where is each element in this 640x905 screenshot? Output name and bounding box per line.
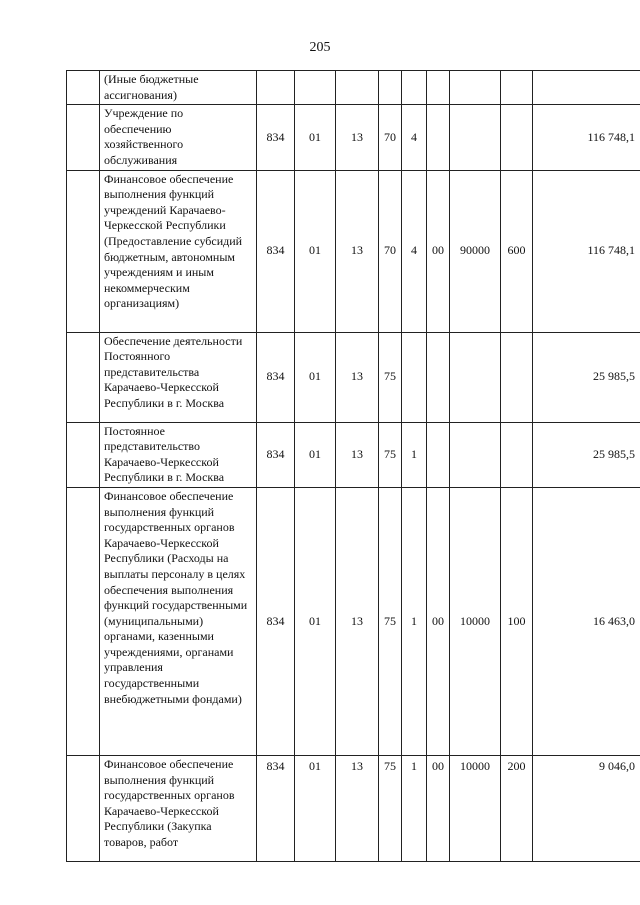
- amount: 116 748,1: [533, 105, 640, 170]
- blank-cell: [67, 332, 100, 422]
- table-row: [67, 422, 640, 487]
- target-article-part2: 1: [402, 422, 427, 487]
- section-code: 01: [295, 422, 336, 487]
- target-article-part2: 1: [402, 755, 427, 861]
- target-article-part2: [402, 71, 427, 105]
- expense-type-code: 200: [501, 755, 533, 861]
- target-article-part4: [450, 332, 501, 422]
- target-article-part1: 75: [379, 422, 402, 487]
- subsection-code: 13: [336, 332, 379, 422]
- row-name: Постоянное представительство Карачаево-Черкесской Республики в г. Москва: [100, 422, 257, 487]
- table-row: [67, 105, 640, 170]
- expense-type-code: [501, 422, 533, 487]
- subsection-code: 13: [336, 487, 379, 755]
- target-article-part4: [450, 71, 501, 105]
- table-row: [67, 487, 640, 755]
- subsection-code: 13: [336, 755, 379, 861]
- target-article-part4: [450, 105, 501, 170]
- expense-type-code: [501, 105, 533, 170]
- section-code: 01: [295, 170, 336, 332]
- expense-type-code: 100: [501, 487, 533, 755]
- grbs-code: 834: [257, 755, 295, 861]
- subsection-code: 13: [336, 170, 379, 332]
- blank-cell: [67, 422, 100, 487]
- row-name: Финансовое обеспечение выполнения функций государственных органов Карачаево-Черкесской Республики (Закупка товаров, работ: [100, 755, 257, 861]
- target-article-part3: [427, 422, 450, 487]
- subsection-code: 13: [336, 422, 379, 487]
- grbs-code: 834: [257, 105, 295, 170]
- amount: 25 985,5: [533, 332, 640, 422]
- expense-type-code: [501, 332, 533, 422]
- grbs-code: 834: [257, 332, 295, 422]
- target-article-part2: 1: [402, 487, 427, 755]
- blank-cell: [67, 755, 100, 861]
- grbs-code: 834: [257, 422, 295, 487]
- target-article-part1: 75: [379, 755, 402, 861]
- target-article-part3: 00: [427, 487, 450, 755]
- subsection-code: 13: [336, 105, 379, 170]
- blank-cell: [67, 487, 100, 755]
- target-article-part1: 75: [379, 332, 402, 422]
- grbs-code: 834: [257, 170, 295, 332]
- section-code: 01: [295, 487, 336, 755]
- table-row: [67, 755, 640, 861]
- subsection-code: [336, 71, 379, 105]
- row-name: Финансовое обеспечение выполнения функций учреждений Карачаево-Черкесской Республики (Предоставление субсидий бюджетным, автономным учреждениям и иным некоммерческим организациям): [100, 170, 257, 332]
- blank-cell: [67, 105, 100, 170]
- target-article-part2: 4: [402, 170, 427, 332]
- row-name: Учреждение по обеспечению хозяйственного обслуживания: [100, 105, 257, 170]
- amount: [533, 71, 640, 105]
- target-article-part2: 4: [402, 105, 427, 170]
- target-article-part3: 00: [427, 755, 450, 861]
- section-code: 01: [295, 105, 336, 170]
- grbs-code: [257, 71, 295, 105]
- amount: 16 463,0: [533, 487, 640, 755]
- blank-cell: [67, 170, 100, 332]
- target-article-part3: 00: [427, 170, 450, 332]
- target-article-part2: [402, 332, 427, 422]
- expense-type-code: 600: [501, 170, 533, 332]
- target-article-part4: 10000: [450, 755, 501, 861]
- blank-cell: [67, 71, 100, 105]
- table-row: [67, 170, 640, 332]
- page-number: 205: [309, 40, 331, 55]
- target-article-part4: 10000: [450, 487, 501, 755]
- table-row: [67, 332, 640, 422]
- target-article-part3: [427, 105, 450, 170]
- target-article-part4: [450, 422, 501, 487]
- amount: 9 046,0: [533, 755, 640, 861]
- target-article-part1: [379, 71, 402, 105]
- row-name: (Иные бюджетные ассигнования): [100, 71, 257, 105]
- target-article-part1: 75: [379, 487, 402, 755]
- row-name: Финансовое обеспечение выполнения функций государственных органов Карачаево-Черкесской Республики (Расходы на выплаты персоналу в целях обеспечения выполнения функций государственными (муниципальными) органами, казенными учреждениями, органами управления государственными внебюджетными фондами): [100, 487, 257, 755]
- target-article-part4: 90000: [450, 170, 501, 332]
- target-article-part3: [427, 332, 450, 422]
- section-code: 01: [295, 755, 336, 861]
- amount: 116 748,1: [533, 170, 640, 332]
- row-name: Обеспечение деятельности Постоянного представительства Карачаево-Черкесской Республики в г. Москва: [100, 332, 257, 422]
- section-code: 01: [295, 332, 336, 422]
- target-article-part1: 70: [379, 170, 402, 332]
- target-article-part1: 70: [379, 105, 402, 170]
- section-code: [295, 71, 336, 105]
- amount: 25 985,5: [533, 422, 640, 487]
- target-article-part3: [427, 71, 450, 105]
- grbs-code: 834: [257, 487, 295, 755]
- table-row: [67, 71, 640, 105]
- expense-type-code: [501, 71, 533, 105]
- budget-table: [66, 70, 640, 862]
